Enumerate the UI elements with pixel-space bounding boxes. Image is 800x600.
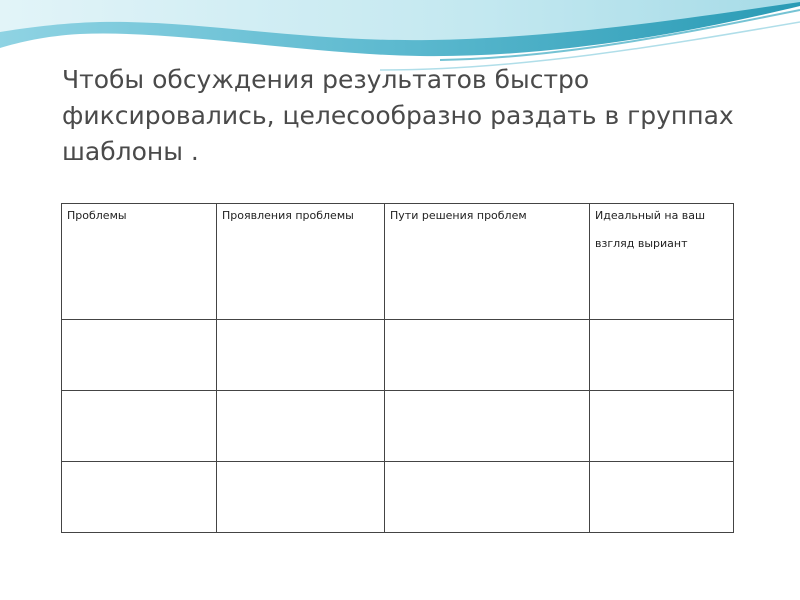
table-cell[interactable]	[217, 391, 385, 462]
table-cell[interactable]	[590, 462, 734, 533]
table-cell[interactable]	[590, 320, 734, 391]
table-cell[interactable]	[385, 462, 590, 533]
table-row	[62, 320, 734, 391]
template-table	[61, 203, 734, 533]
table-cell[interactable]	[62, 391, 217, 462]
table-cell[interactable]	[590, 391, 734, 462]
table-cell[interactable]	[217, 462, 385, 533]
slide-title: Чтобы обсуждения результатов быстро фиксировались, целесообразно раздать в группах шаблоны .	[62, 65, 734, 166]
header-cell-solutions: Пути решения проблем	[385, 204, 590, 320]
table-row	[62, 391, 734, 462]
table-cell[interactable]	[385, 391, 590, 462]
table-row	[62, 462, 734, 533]
header-cell-manifestations: Проявления проблемы	[217, 204, 385, 320]
header-cell-problems: Проблемы	[62, 204, 217, 320]
table-cell[interactable]	[62, 320, 217, 391]
table-cell[interactable]	[385, 320, 590, 391]
table-cell[interactable]	[62, 462, 217, 533]
table-cell[interactable]	[217, 320, 385, 391]
table-header-row	[62, 204, 734, 320]
header-cell-ideal-variant: Идеальный на ваш взгляд выриант	[590, 204, 734, 320]
